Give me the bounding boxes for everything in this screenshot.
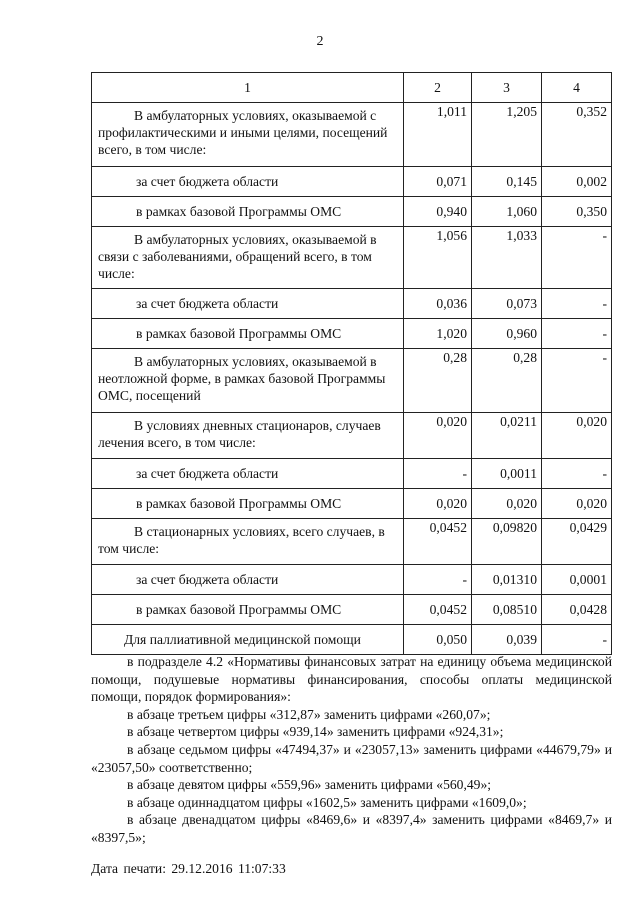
- cell-value: 0,940: [404, 197, 472, 227]
- cell-value: 1,011: [404, 103, 472, 167]
- cell-value: 1,033: [472, 227, 542, 289]
- row-label: В амбулаторных условиях, оказываемой в неотложной форме, в рамках базовой Программы ОМС, посещений: [92, 349, 404, 413]
- cell-value: -: [542, 349, 612, 413]
- table-row: [92, 459, 612, 489]
- cell-value: 0,0011: [472, 459, 542, 489]
- cell-value: 0,0428: [542, 595, 612, 625]
- cell-value: 0,0452: [404, 595, 472, 625]
- cell-value: 0,050: [404, 625, 472, 655]
- cell-value: 0,28: [472, 349, 542, 413]
- column-header: 4: [542, 73, 612, 103]
- cell-value: 0,020: [404, 489, 472, 519]
- cell-value: 0,0429: [542, 519, 612, 565]
- cell-value: 0,036: [404, 289, 472, 319]
- column-header: 3: [472, 73, 542, 103]
- cell-value: 0,08510: [472, 595, 542, 625]
- row-label: за счет бюджета области: [92, 565, 404, 595]
- table-row: [92, 289, 612, 319]
- row-label: В амбулаторных условиях, оказываемой с профилактическими и иными целями, посещений всего, в том числе:: [92, 103, 404, 167]
- cell-value: 0,020: [472, 489, 542, 519]
- cell-value: 0,960: [472, 319, 542, 349]
- row-label: в рамках базовой Программы ОМС: [92, 489, 404, 519]
- volume-norms-table: [91, 72, 612, 655]
- cell-value: 1,205: [472, 103, 542, 167]
- table-row: [92, 103, 612, 167]
- cell-value: -: [542, 625, 612, 655]
- row-label: за счет бюджета области: [92, 167, 404, 197]
- table-row: [92, 319, 612, 349]
- print-date: Дата печати: 29.12.2016 11:07:33: [91, 861, 286, 876]
- table-row: [92, 167, 612, 197]
- cell-value: 0,01310: [472, 565, 542, 595]
- cell-value: -: [542, 289, 612, 319]
- table-row: [92, 413, 612, 459]
- cell-value: 0,020: [542, 489, 612, 519]
- row-label: В амбулаторных условиях, оказываемой в связи с заболеваниями, обращений всего, в том числе:: [92, 227, 404, 289]
- cell-value: 1,060: [472, 197, 542, 227]
- cell-value: 0,002: [542, 167, 612, 197]
- cell-value: -: [404, 565, 472, 595]
- cell-value: -: [404, 459, 472, 489]
- cell-value: 0,0001: [542, 565, 612, 595]
- table-row: [92, 565, 612, 595]
- cell-value: -: [542, 319, 612, 349]
- amendment-paragraph: в абзаце двенадцатом цифры «8469,6» и «8397,4» заменить цифрами «8469,7» и «8397,5»;: [91, 812, 612, 845]
- cell-value: -: [542, 227, 612, 289]
- column-header: 1: [92, 73, 404, 103]
- cell-value: 1,020: [404, 319, 472, 349]
- table-row: [92, 595, 612, 625]
- cell-value: 0,09820: [472, 519, 542, 565]
- row-label: В условиях дневных стационаров, случаев лечения всего, в том числе:: [92, 413, 404, 459]
- table-header-row: [92, 73, 612, 103]
- row-label: В стационарных условиях, всего случаев, в том числе:: [92, 519, 404, 565]
- page-number: 2: [316, 34, 324, 49]
- cell-value: 0,071: [404, 167, 472, 197]
- cell-value: 0,073: [472, 289, 542, 319]
- row-label: в рамках базовой Программы ОМС: [92, 595, 404, 625]
- table-row: [92, 519, 612, 565]
- table-row: [92, 349, 612, 413]
- cell-value: -: [542, 459, 612, 489]
- row-label: за счет бюджета области: [92, 289, 404, 319]
- amendment-paragraph: в абзаце третьем цифры «312,87» заменить цифрами «260,07»;: [127, 706, 491, 722]
- cell-value: 0,352: [542, 103, 612, 167]
- table-row: [92, 197, 612, 227]
- amendment-paragraph: в абзаце четвертом цифры «939,14» заменить цифрами «924,31»;: [127, 724, 504, 740]
- row-label: в рамках базовой Программы ОМС: [92, 197, 404, 227]
- amendment-paragraph: в абзаце одиннадцатом цифры «1602,5» заменить цифрами «1609,0»;: [127, 794, 527, 810]
- row-label: в рамках базовой Программы ОМС: [92, 319, 404, 349]
- amendments-text: [91, 653, 612, 847]
- row-label: за счет бюджета области: [92, 459, 404, 489]
- cell-value: 0,0211: [472, 413, 542, 459]
- cell-value: 0,039: [472, 625, 542, 655]
- cell-value: 1,056: [404, 227, 472, 289]
- column-header: 2: [404, 73, 472, 103]
- cell-value: 0,145: [472, 167, 542, 197]
- amendment-paragraph: в абзаце девятом цифры «559,96» заменить цифрами «560,49»;: [127, 777, 492, 793]
- amendment-paragraph: в подразделе 4.2 «Нормативы финансовых затрат на единицу объема медицинской помощи, подушевые нормативы финансирования, способы оплаты медицинской помощи, порядок формирования»:: [91, 654, 612, 705]
- cell-value: 0,020: [404, 413, 472, 459]
- table-row: [92, 227, 612, 289]
- row-label: Для паллиативной медицинской помощи: [92, 625, 404, 655]
- amendment-paragraph: в абзаце седьмом цифры «47494,37» и «23057,13» заменить цифрами «44679,79» и «23057,50» соответственно;: [91, 741, 612, 775]
- cell-value: 0,0452: [404, 519, 472, 565]
- table-row: [92, 489, 612, 519]
- cell-value: 0,28: [404, 349, 472, 413]
- cell-value: 0,350: [542, 197, 612, 227]
- cell-value: 0,020: [542, 413, 612, 459]
- table-row: [92, 625, 612, 655]
